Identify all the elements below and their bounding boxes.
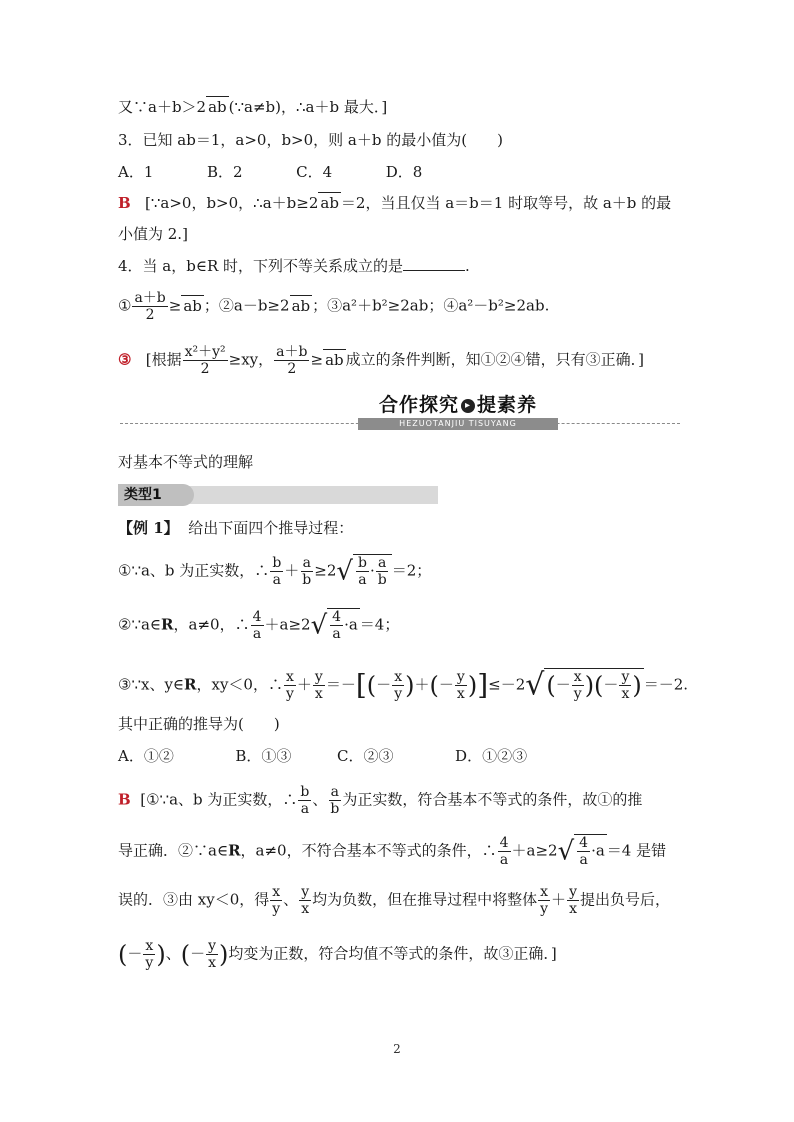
option-a: A．1 <box>118 163 154 181</box>
question-3-options <box>118 162 422 182</box>
option-c: C．4 <box>296 163 333 181</box>
option-b: B．①③ <box>235 747 292 765</box>
question-3-answer-cont: 小值为 2.] <box>118 225 188 243</box>
example-question: 其中正确的推导为( ) <box>118 715 280 733</box>
banner-title: 合作探究 ▸ 提素养 <box>373 392 543 418</box>
question-4: 4．当 a，b∈R 时，下列不等关系成立的是 . <box>118 257 470 275</box>
explanation-line-4: (－ $\frac{x}{y}$ )、(－ $\frac{y}{x}$ )均变为正数，符合均值不等式的条件，故③正确．] <box>118 938 557 971</box>
text-line <box>118 96 387 117</box>
question-3-answer: B [∵a>0，b>0，∴a＋b≥2 ab ＝2，当且仅当 a＝b＝1 时取等号，故 a＋b 的最 <box>118 194 672 212</box>
question-4-items: ① $\frac{a+b}{2}$ ≥ ab ；②a－b≥2 ab ；③a²＋b²≥2ab；④a²－b²≥2ab. <box>118 290 550 323</box>
example-label: 【例 1】 <box>118 519 179 537</box>
example-header: 【例 1】 给出下面四个推导过程： <box>118 519 354 537</box>
type-tag: 类型1 <box>118 484 194 506</box>
page-number: 2 <box>393 1042 401 1056</box>
banner-subtitle: HEZUOTANJIU TISUYANG <box>358 418 558 430</box>
arrow-icon: ▸ <box>461 399 475 413</box>
example-step-2: ②∵a∈R，a≠0，∴ $\frac{4}{a}$ ＋a≥2√ $\frac{4}{a}$ ·a ＝4； <box>118 609 400 642</box>
option-c: C．②③ <box>337 747 394 765</box>
example-options <box>118 746 527 766</box>
explanation-line-3: 误的．③由 xy＜0，得 $\frac{x}{y}$ 、 $\frac{y}{x}$ 均为负数，但在推导过程中将整体 $\frac{x}{y}$ ＋ $\frac{y}{x}$ 提出负号后， <box>118 884 670 917</box>
question-3: 3．已知 ab＝1，a>0，b>0，则 a＋b 的最小值为( ) <box>118 131 503 149</box>
answer-mark: ③ <box>118 350 132 369</box>
section-heading: 对基本不等式的理解 <box>118 453 254 471</box>
section-banner <box>358 392 558 430</box>
explanation-line-2: 导正确．②∵a∈R，a≠0，不符合基本不等式的条件，∴ $\frac{4}{a}$ ＋a≥2√ $\frac{4}{a}$ ·a ＝4 是错 <box>118 835 667 868</box>
example-step-1: ①∵a、b 为正实数，∴ $\frac{b}{a}$ ＋ $\frac{a}{b}$ ≥2√ $\frac{b}{a}$ · $\frac{a}{b}$ ＝2； <box>118 555 432 588</box>
example-step-3: ③∵x、y∈R，xy＜0，∴ $\frac{x}{y}$ ＋ $\frac{y}{x}$ ＝－[(－ $\frac{x}{y}$ )＋(－ $\frac{y}{x}$ )]≤－2√(－ $\frac{x}{y}$ )(－ $\frac{y}{x}$ ) ＝－2. <box>118 667 689 703</box>
answer-blank <box>403 256 465 271</box>
explanation-line-1: B [①∵a、b 为正实数，∴ $\frac{b}{a}$ 、 $\frac{a}{b}$ 为正实数，符合基本不等式的条件，故①的推 <box>118 784 643 817</box>
option-a: A．①② <box>118 747 174 765</box>
answer-letter: B <box>118 790 131 809</box>
option-d: D．①②③ <box>455 747 528 765</box>
answer-letter: B <box>118 194 131 212</box>
line-1: 又∵a＋b＞2 ab (∵a≠b)，∴a＋b 最大．] <box>118 98 388 116</box>
question-4-answer: ③ [根据 $\frac{\text{x²＋y²}}{2}$ ≥xy， $\frac{a+b}{2}$ ≥ ab 成立的条件判断，知①②④错，只有③正确．] <box>118 344 644 377</box>
option-b: B．2 <box>206 163 243 181</box>
option-d: D．8 <box>385 163 423 181</box>
